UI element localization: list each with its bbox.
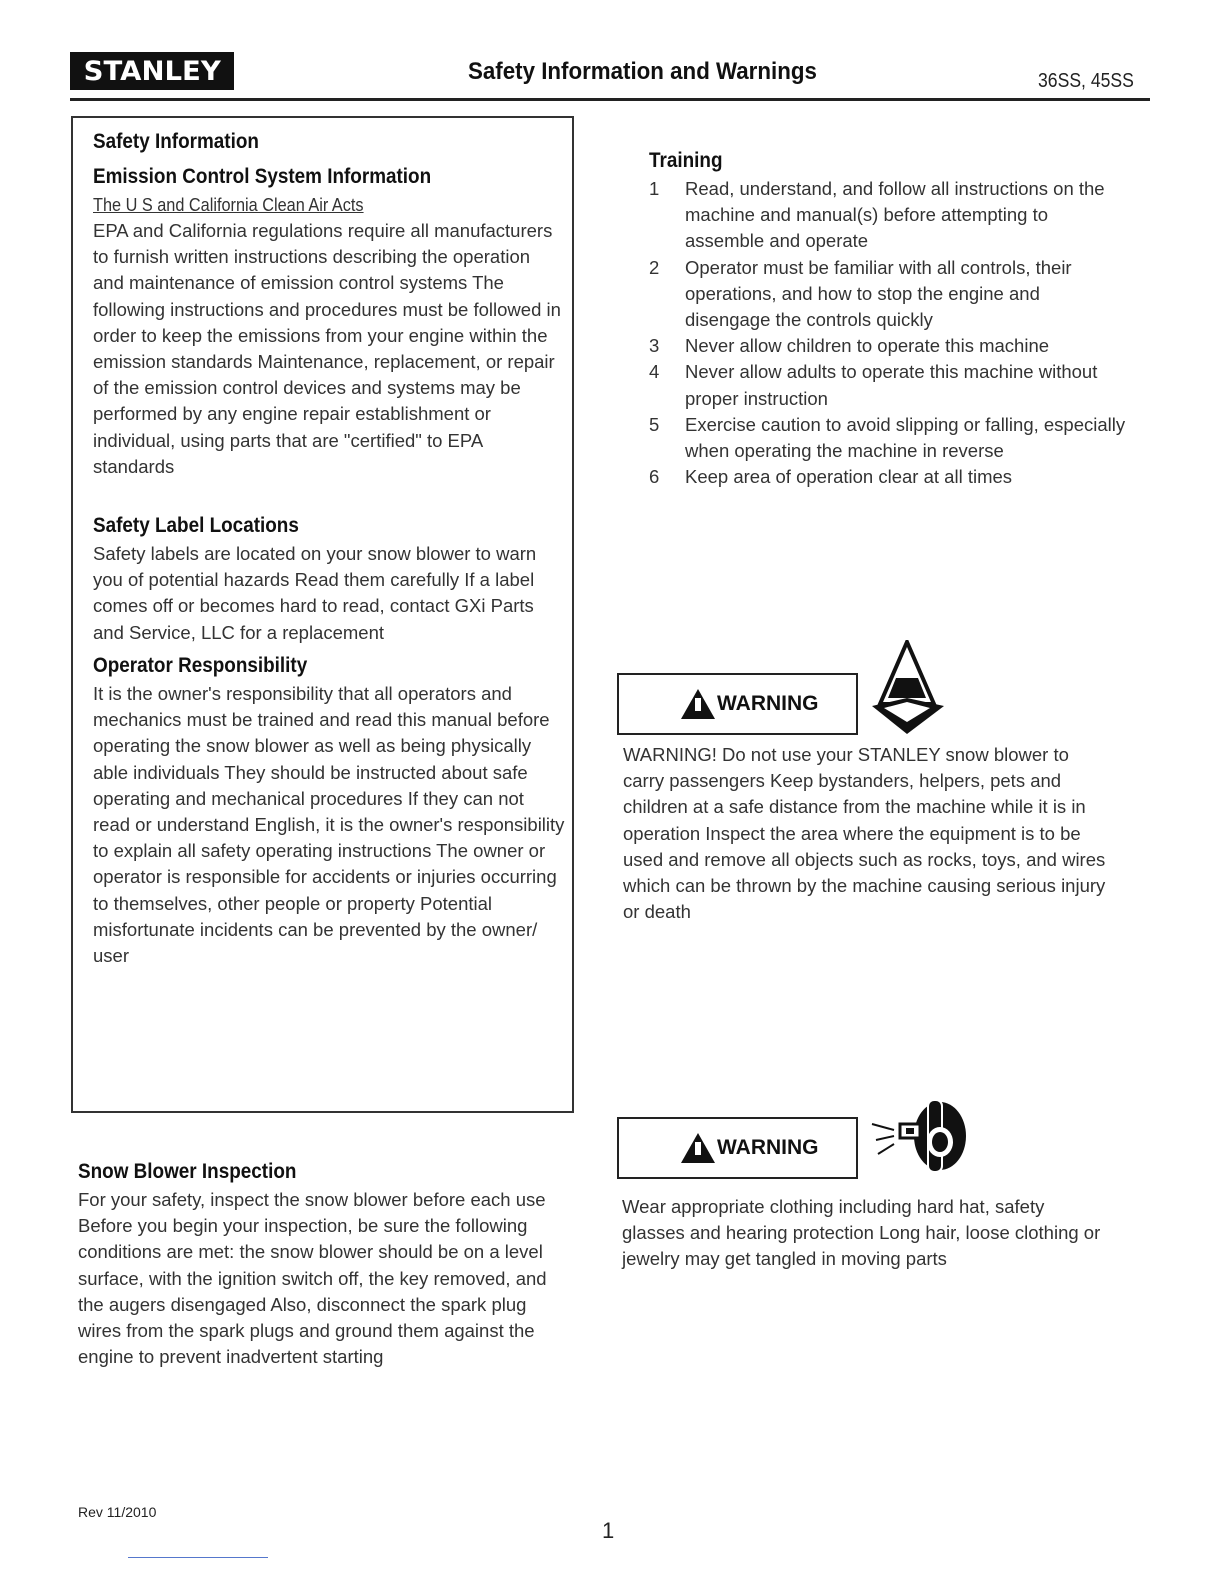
warning-label: WARNING <box>717 692 819 715</box>
revision-date: Rev 11/2010 <box>78 1504 157 1520</box>
logo-text: STANLEY <box>83 55 221 87</box>
warning-triangle-icon <box>681 1133 715 1163</box>
header-divider <box>70 98 1150 101</box>
list-item: 2 Operator must be familiar with all controls, their operations, and how to stop the engine and disengage the controls quickly <box>649 256 1072 331</box>
warning-1-section <box>623 742 1113 925</box>
stanley-logo <box>70 52 234 90</box>
list-item: 5 Exercise caution to avoid slipping or falling, especially when operating the machine in reverse <box>649 413 1126 462</box>
inspection-heading: Snow Blower Inspection <box>78 1160 297 1183</box>
page-title: Safety Information and Warnings <box>468 58 817 85</box>
inspection-section <box>78 1157 550 1370</box>
emission-text: EPA and California regulations require all manufacturers to furnish written instructions describing the operation and maintenance of emission control systems The following instructions and procedures must be followed in order to keep the emissions from your engine within the emission standards Maintenance, replacement, or repair of the emission control devices and systems may be performed by any engine repair establishment or individual, using parts that are "certified" to EPA standards <box>93 220 561 477</box>
training-heading: Training <box>649 149 723 172</box>
label-locations-heading: Safety Label Locations <box>93 514 299 537</box>
label-locations-text: Safety labels are located on your snow blower to warn you of potential hazards Read them carefully If a label comes off or becomes hard to read, contact GXi Parts and Service, LLC for a replacement <box>93 543 537 643</box>
hearing-eye-protection-icon <box>868 1094 972 1174</box>
training-list <box>649 176 1129 490</box>
operator-text: It is the owner's responsibility that all operators and mechanics must be trained and read this manual before operating the snow blower as well as being physically able individuals They should be instructed about safe operating and mechanical procedures If they can not read or understand English, it is the owner's responsibility to explain all safety operating instructions The owner or operator is responsible for accidents or injuries occurring to themselves, other people or property Potential misfortunate incidents can be prevented by the owner/ user <box>93 683 565 967</box>
list-item: 4 Never allow adults to operate this machine without proper instruction <box>649 361 1098 409</box>
safety-info-section <box>93 127 565 157</box>
list-item: 1 Read, understand, and follow all instructions on the machine and manual(s) before attempting to assemble and operate <box>649 178 1105 252</box>
page-number: 1 <box>602 1518 615 1543</box>
model-numbers: 36SS, 45SS <box>1038 70 1134 92</box>
list-item: 3 Never allow children to operate this machine <box>649 335 1050 357</box>
emission-subheading: The U S and California Clean Air Acts <box>93 194 364 215</box>
warning-triangle-icon <box>681 689 715 719</box>
emission-heading: Emission Control System Information <box>93 165 432 188</box>
inspection-text: For your safety, inspect the snow blower before each use Before you begin your inspection, be sure the following conditions are met: the snow blower should be on a level surface, with the ignition switch off, the key removed, and the augers disengaged Also, disconnect the spark plug wires from the spark plugs and ground them against the engine to prevent inadvertent starting <box>78 1189 547 1368</box>
traffic-cone-icon <box>866 640 948 736</box>
operator-heading: Operator Responsibility <box>93 654 308 677</box>
safety-info-heading: Safety Information <box>93 130 259 153</box>
warning-2-section <box>622 1194 1112 1273</box>
list-item: 6 Keep area of operation clear at all times <box>649 466 1013 488</box>
operator-section <box>93 651 565 969</box>
emission-section <box>93 162 565 480</box>
warning-label: WARNING <box>717 1136 819 1159</box>
training-section <box>649 146 1129 490</box>
warning-1-text: WARNING! Do not use your STANLEY snow blower to carry passengers Keep bystanders, helpers, pets and children at a safe distance from the machine while it is in operation Inspect the area where the equipment is to be used and remove all objects such as rocks, toys, and wires which can be thrown by the machine causing serious injury or death <box>623 744 1106 923</box>
label-locations-section <box>93 511 565 646</box>
warning-label-box <box>617 673 858 735</box>
warning-label-box <box>617 1117 858 1179</box>
warning-2-text: Wear appropriate clothing including hard hat, safety glasses and hearing protection Long hair, loose clothing or jewelry may get tangled in moving parts <box>622 1196 1101 1270</box>
link-underline <box>128 1557 268 1558</box>
